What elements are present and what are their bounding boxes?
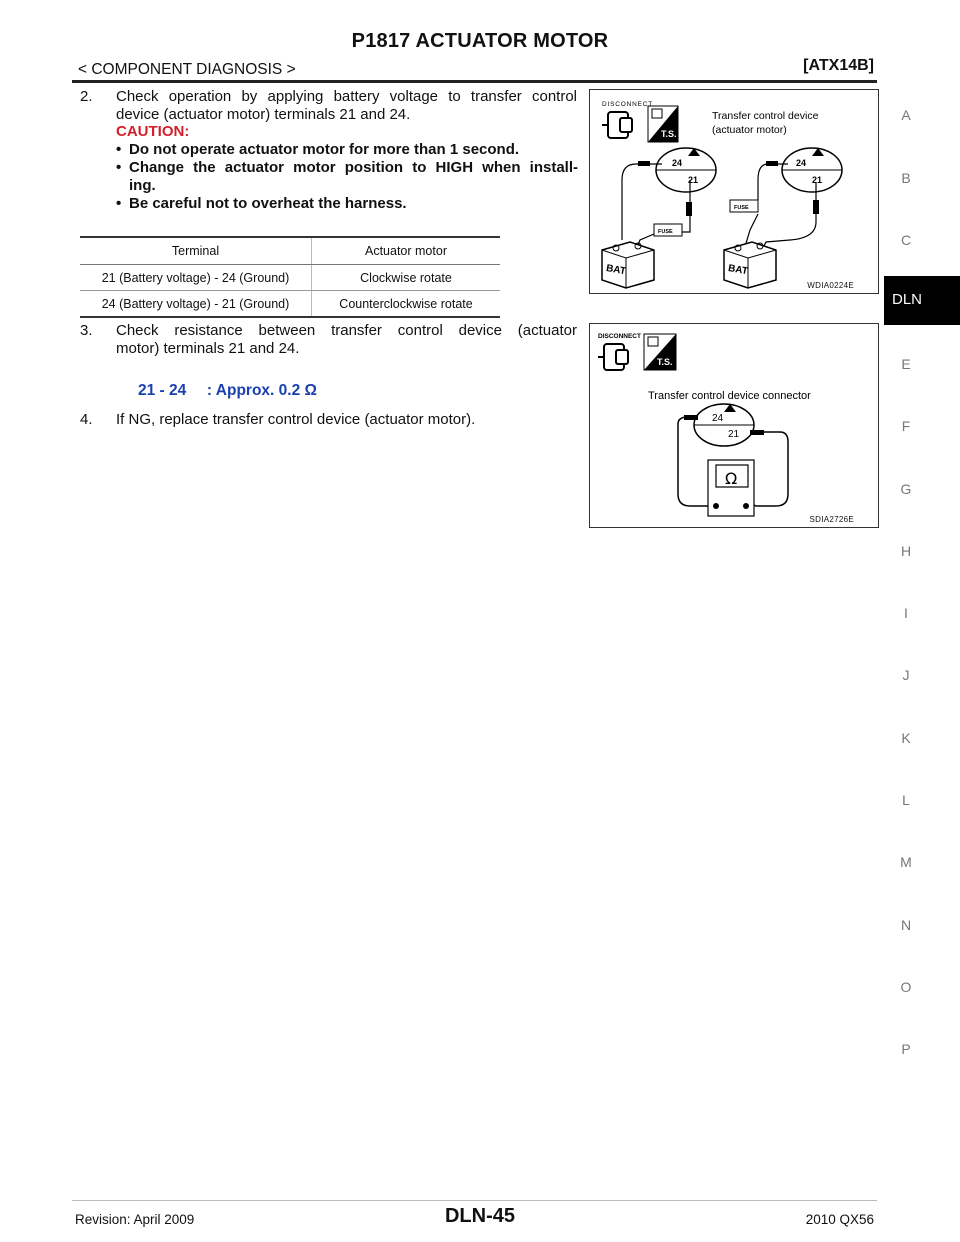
index-tab-j[interactable]: J: [902, 667, 910, 683]
caution-item: [116, 195, 578, 213]
caution-item: [116, 159, 578, 195]
step-4-number: 4.: [80, 411, 93, 428]
resistance-spec: [138, 382, 317, 400]
ts-label: T.S.: [661, 129, 677, 139]
terminal-24-right: 24: [796, 158, 807, 168]
ohm-symbol: Ω: [725, 469, 738, 488]
terminal-21-left: 21: [688, 175, 699, 185]
index-tab-b[interactable]: B: [901, 170, 911, 186]
table-cell: Clockwise rotate: [312, 265, 501, 291]
index-tab-m[interactable]: M: [900, 854, 912, 870]
fuse-label-left: FUSE: [658, 229, 673, 235]
figure-2-caption: Transfer control device connector: [648, 390, 811, 402]
bullet-dot: •: [116, 195, 122, 212]
table-header-actuator: Actuator motor: [312, 237, 501, 265]
terminal-21: 21: [728, 429, 740, 440]
figure-2-drawing: [590, 324, 878, 527]
index-tab-dln-active[interactable]: [884, 276, 960, 325]
step-3-text-line1: Check resistance between transfer control device (actuator: [116, 322, 577, 339]
terminal-connector: [694, 404, 754, 446]
index-tab-p[interactable]: P: [901, 1041, 911, 1057]
table-row: [80, 291, 500, 318]
table-row: [80, 265, 500, 291]
index-tab-f[interactable]: F: [901, 418, 911, 434]
disconnect-label: DISCONNECT: [598, 333, 641, 340]
table-cell: Counterclockwise rotate: [312, 291, 501, 318]
spec-value: : Approx. 0.2 Ω: [206, 382, 317, 399]
caution-text-line1: Do not operate actuator motor for more than 1 second.: [129, 141, 520, 158]
index-tab-a[interactable]: A: [901, 107, 911, 123]
index-tab-h[interactable]: H: [900, 543, 912, 559]
index-tab-g[interactable]: G: [900, 481, 912, 497]
section-label: < COMPONENT DIAGNOSIS >: [78, 61, 296, 78]
index-tab-o[interactable]: O: [900, 979, 912, 995]
table-cell: 21 (Battery voltage) - 24 (Ground): [80, 265, 312, 291]
figure-1-caption-line2: (actuator motor): [712, 124, 787, 136]
revision-date: Revision: April 2009: [75, 1212, 195, 1227]
step-2-number: 2.: [80, 88, 93, 105]
step-2-text-line1: Check operation by applying battery voltage to transfer control: [116, 88, 577, 105]
index-tab-c[interactable]: C: [900, 232, 912, 248]
page-title: P1817 ACTUATOR MOTOR: [351, 30, 609, 52]
caution-label: CAUTION:: [116, 123, 190, 140]
bullet-dot: •: [116, 141, 122, 158]
table-header-terminal: Terminal: [80, 237, 312, 265]
page-number: DLN-45: [444, 1205, 515, 1227]
index-tab-dln-label: DLN: [892, 291, 923, 308]
header-divider: [72, 80, 877, 83]
index-tab-n[interactable]: N: [900, 917, 912, 933]
caution-text-line1: Be careful not to overheat the harness.: [129, 195, 407, 212]
terminal-24: 24: [712, 413, 724, 424]
terminal-table: [80, 236, 500, 318]
figure-resistance-check: [589, 323, 879, 528]
figure-1-caption-line1: Transfer control device: [712, 110, 819, 122]
connector-icon: [598, 344, 628, 370]
terminal-connector-left: [656, 148, 716, 192]
index-tab-l[interactable]: L: [902, 792, 910, 808]
figure-actuator-motor-test: [589, 89, 879, 294]
step-2-text-line2: device (actuator motor) terminals 21 and 24.: [116, 106, 411, 123]
figure-1-code: WDIA0224E: [807, 281, 854, 290]
bullet-dot: •: [116, 159, 122, 176]
figure-2-code: SDIA2726E: [809, 515, 854, 524]
caution-text-line2: ing.: [129, 177, 156, 194]
caution-text-line1: Change the actuator motor position to HIGH when install-: [129, 159, 578, 176]
caution-item: [116, 141, 578, 159]
disconnect-label: DISCONNECT: [602, 101, 653, 108]
footer-divider: [72, 1200, 877, 1201]
table-header-row: [80, 237, 500, 265]
terminal-connector-right: [782, 148, 842, 192]
terminal-24-left: 24: [672, 158, 683, 168]
model-year: 2010 QX56: [805, 1212, 874, 1227]
model-tag: [ATX14B]: [803, 57, 874, 74]
index-tab-e[interactable]: E: [901, 356, 911, 372]
step-3-number: 3.: [80, 322, 93, 339]
index-tab-k[interactable]: K: [901, 730, 911, 746]
bat-label-left: BAT: [605, 263, 627, 278]
step-4-text: If NG, replace transfer control device (actuator motor).: [116, 411, 476, 428]
step-3-text-line2: motor) terminals 21 and 24.: [116, 340, 300, 357]
connector-icon: [602, 112, 632, 138]
index-tab-i[interactable]: I: [904, 605, 908, 621]
table-cell: 24 (Battery voltage) - 21 (Ground): [80, 291, 312, 318]
terminal-21-right: 21: [812, 175, 823, 185]
spec-terminals: 21 - 24: [138, 382, 187, 399]
bat-label-right: BAT: [727, 263, 749, 278]
figure-1-drawing: [590, 90, 878, 293]
fuse-label-right: FUSE: [734, 205, 749, 211]
ts-label: T.S.: [657, 357, 673, 367]
